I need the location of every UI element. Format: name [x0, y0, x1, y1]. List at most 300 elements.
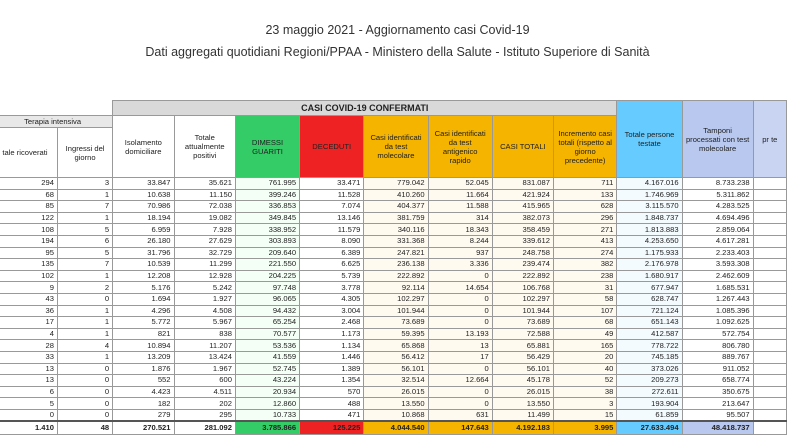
table-cell: 5.176: [113, 282, 174, 294]
table-cell: 2.176.978: [617, 259, 682, 271]
table-cell: 1.876: [113, 363, 174, 375]
table-cell: 1.813.883: [617, 224, 682, 236]
table-cell: 102.297: [492, 293, 553, 305]
table-cell: 272.611: [617, 386, 682, 398]
table-cell: 9: [0, 282, 57, 294]
table-cell: [753, 363, 786, 375]
table-cell: 5.739: [300, 270, 364, 282]
table-cell: 1: [57, 305, 112, 317]
table-cell: 73.689: [492, 317, 553, 329]
table-cell: 0: [428, 305, 492, 317]
table-cell: 271: [553, 224, 616, 236]
table-cell: 296: [553, 212, 616, 224]
table-cell: 5.242: [174, 282, 235, 294]
table-cell: 0: [428, 270, 492, 282]
table-cell: 248.758: [492, 247, 553, 259]
covid-table: [0, 100, 787, 435]
table-cell: 5: [0, 398, 57, 410]
table-row: [0, 189, 787, 201]
table-cell: 7: [57, 259, 112, 271]
table-row: [0, 224, 787, 236]
table-cell: 56.412: [364, 351, 428, 363]
table-cell: 11.207: [174, 340, 235, 352]
table-cell: 1.680.917: [617, 270, 682, 282]
col-header-antigenico: Casi identificati da test antigenico rapido: [428, 116, 492, 178]
table-cell: [753, 189, 786, 201]
table-cell: 33.847: [113, 178, 174, 190]
table-cell: 3.004: [300, 305, 364, 317]
table-row: [0, 259, 787, 271]
table-cell: 18.343: [428, 224, 492, 236]
table-cell: 95.507: [682, 409, 753, 421]
table-cell: 338.952: [235, 224, 299, 236]
table-cell: 7: [57, 201, 112, 213]
ti-header: Terapia intensiva: [0, 116, 113, 128]
table-cell: 4.423: [113, 386, 174, 398]
table-cell: 247.821: [364, 247, 428, 259]
table-cell: 4.253.650: [617, 235, 682, 247]
table-cell: 658.774: [682, 375, 753, 387]
table-cell: 4.296: [113, 305, 174, 317]
table-row: [0, 363, 787, 375]
table-cell: 85: [0, 201, 57, 213]
table-cell: [753, 351, 786, 363]
table-cell: 102.297: [364, 293, 428, 305]
table-cell: 13.146: [300, 212, 364, 224]
table-cell: 13: [428, 340, 492, 352]
table-cell: 17: [428, 351, 492, 363]
table-cell: 421.924: [492, 189, 553, 201]
table-cell: 3: [553, 398, 616, 410]
table-row: [0, 270, 787, 282]
table-cell: 14.654: [428, 282, 492, 294]
table-row: [0, 178, 787, 190]
table-cell: 238: [553, 270, 616, 282]
table-cell: 761.995: [235, 178, 299, 190]
table-cell: 6: [0, 386, 57, 398]
total-cell: 4.044.540: [364, 421, 428, 435]
table-cell: 572.754: [682, 328, 753, 340]
table-cell: 11.588: [428, 201, 492, 213]
table-cell: 838: [174, 328, 235, 340]
col-header-molecolare: Casi identificati da test molecolare: [364, 116, 428, 178]
table-cell: 294: [0, 178, 57, 190]
table-cell: 1: [57, 317, 112, 329]
table-cell: 202: [174, 398, 235, 410]
table-cell: 778.722: [617, 340, 682, 352]
table-cell: 1.685.531: [682, 282, 753, 294]
total-cell: 281.092: [174, 421, 235, 435]
table-row: [0, 201, 787, 213]
table-cell: 106.768: [492, 282, 553, 294]
table-cell: 6: [57, 235, 112, 247]
table-cell: 13.209: [113, 351, 174, 363]
table-cell: 1.848.737: [617, 212, 682, 224]
table-cell: 33: [0, 351, 57, 363]
table-cell: 721.124: [617, 305, 682, 317]
table-cell: 122: [0, 212, 57, 224]
table-cell: [753, 386, 786, 398]
table-cell: 68: [0, 189, 57, 201]
table-cell: 8.090: [300, 235, 364, 247]
table-cell: 358.459: [492, 224, 553, 236]
table-cell: 889.767: [682, 351, 753, 363]
table-cell: 3.336: [428, 259, 492, 271]
table-cell: 779.042: [364, 178, 428, 190]
table-cell: 1.389: [300, 363, 364, 375]
table-cell: 2.233.403: [682, 247, 753, 259]
table-cell: 45.178: [492, 375, 553, 387]
table-cell: 339.612: [492, 235, 553, 247]
table-cell: 20.934: [235, 386, 299, 398]
table-cell: 350.675: [682, 386, 753, 398]
table-cell: 415.965: [492, 201, 553, 213]
table-cell: 10.539: [113, 259, 174, 271]
table-cell: 11.528: [300, 189, 364, 201]
total-cell: 125.225: [300, 421, 364, 435]
table-cell: 1.746.969: [617, 189, 682, 201]
table-cell: 1.267.443: [682, 293, 753, 305]
table-row: [0, 317, 787, 329]
table-cell: [753, 340, 786, 352]
table-cell: 8.244: [428, 235, 492, 247]
table-cell: 2.462.609: [682, 270, 753, 282]
table-cell: 628.747: [617, 293, 682, 305]
table-cell: 92.114: [364, 282, 428, 294]
table-cell: [753, 259, 786, 271]
table-cell: 11.579: [300, 224, 364, 236]
table-cell: 0: [428, 317, 492, 329]
total-cell: 3.995: [553, 421, 616, 435]
table-cell: [753, 247, 786, 259]
table-cell: 107: [553, 305, 616, 317]
table-row: [0, 375, 787, 387]
table-cell: 222.892: [492, 270, 553, 282]
table-cell: 303.893: [235, 235, 299, 247]
table-cell: 26.180: [113, 235, 174, 247]
table-cell: 1.694: [113, 293, 174, 305]
table-cell: [753, 317, 786, 329]
table-cell: 12.664: [428, 375, 492, 387]
table-cell: 209.273: [617, 375, 682, 387]
table-cell: 349.845: [235, 212, 299, 224]
table-cell: 4.283.525: [682, 201, 753, 213]
table-cell: 488: [300, 398, 364, 410]
total-cell: 4.192.183: [492, 421, 553, 435]
table-cell: 274: [553, 247, 616, 259]
table-cell: 0: [57, 293, 112, 305]
table-cell: 2.468: [300, 317, 364, 329]
table-cell: 26.015: [364, 386, 428, 398]
table-cell: 97.748: [235, 282, 299, 294]
table-cell: [753, 270, 786, 282]
table-cell: 101.944: [364, 305, 428, 317]
table-cell: 10.638: [113, 189, 174, 201]
table-cell: 56.429: [492, 351, 553, 363]
table-cell: [753, 224, 786, 236]
table-row: [0, 386, 787, 398]
table-cell: 13: [0, 375, 57, 387]
table-cell: 27.629: [174, 235, 235, 247]
table-cell: 0: [428, 398, 492, 410]
table-cell: 31.796: [113, 247, 174, 259]
table-cell: 58: [553, 293, 616, 305]
total-cell: 48: [57, 421, 112, 435]
table-cell: 236.138: [364, 259, 428, 271]
table-row: [0, 340, 787, 352]
table-cell: 95: [0, 247, 57, 259]
table-row: [0, 235, 787, 247]
table-cell: 821: [113, 328, 174, 340]
table-cell: 20: [553, 351, 616, 363]
table-cell: 194: [0, 235, 57, 247]
table-cell: 43: [0, 293, 57, 305]
table-cell: 2: [57, 282, 112, 294]
table-cell: [753, 305, 786, 317]
table-cell: 38: [553, 386, 616, 398]
table-cell: 26.015: [492, 386, 553, 398]
table-cell: 279: [113, 409, 174, 421]
table-cell: 102: [0, 270, 57, 282]
table-cell: 13.424: [174, 351, 235, 363]
table-cell: 239.474: [492, 259, 553, 271]
table-cell: [753, 282, 786, 294]
table-row: [0, 212, 787, 224]
table-cell: 12.208: [113, 270, 174, 282]
table-cell: 43.224: [235, 375, 299, 387]
table-cell: 1.175.933: [617, 247, 682, 259]
table-cell: 41.559: [235, 351, 299, 363]
table-cell: 399.246: [235, 189, 299, 201]
table-cell: 5: [57, 247, 112, 259]
table-cell: 1.927: [174, 293, 235, 305]
table-cell: 94.432: [235, 305, 299, 317]
col-header-ricoverati: tale ricoverati: [0, 128, 57, 178]
table-cell: 5.311.862: [682, 189, 753, 201]
table-cell: 36: [0, 305, 57, 317]
table-cell: 1: [57, 212, 112, 224]
table-cell: 193.904: [617, 398, 682, 410]
table-cell: 222.892: [364, 270, 428, 282]
table-cell: [753, 201, 786, 213]
col-header-ingressi: Ingressi del giorno: [57, 128, 112, 178]
page-subtitle: Dati aggregati quotidiani Regioni/PPAA - Ministero della Salute - Istituto Superiore di Sanità: [145, 45, 650, 59]
table-cell: 10.733: [235, 409, 299, 421]
table-cell: 413: [553, 235, 616, 247]
table-cell: 209.640: [235, 247, 299, 259]
table-cell: 6.625: [300, 259, 364, 271]
table-cell: 3.115.570: [617, 201, 682, 213]
totals-row: [0, 421, 787, 435]
table-cell: 96.065: [235, 293, 299, 305]
table-cell: 10.868: [364, 409, 428, 421]
table-cell: 70.986: [113, 201, 174, 213]
table-cell: 13.193: [428, 328, 492, 340]
table-cell: 1.173: [300, 328, 364, 340]
table-cell: 18.194: [113, 212, 174, 224]
table-row: [0, 328, 787, 340]
table-cell: 15: [553, 409, 616, 421]
total-cell: 270.521: [113, 421, 174, 435]
total-cell: 1.410: [0, 421, 57, 435]
table-cell: 5.967: [174, 317, 235, 329]
table-cell: 4.617.281: [682, 235, 753, 247]
table-cell: 745.185: [617, 351, 682, 363]
table-cell: 373.026: [617, 363, 682, 375]
col-header-pr: pr te: [753, 101, 786, 178]
table-cell: 404.377: [364, 201, 428, 213]
table-cell: 628: [553, 201, 616, 213]
table-cell: 382: [553, 259, 616, 271]
table-row: [0, 247, 787, 259]
table-cell: 31: [553, 282, 616, 294]
table-cell: 0: [57, 409, 112, 421]
table-cell: 56.101: [364, 363, 428, 375]
table-cell: 52.745: [235, 363, 299, 375]
table-cell: 52.045: [428, 178, 492, 190]
table-cell: 32.514: [364, 375, 428, 387]
table-cell: 4.508: [174, 305, 235, 317]
table-cell: 4: [57, 340, 112, 352]
table-row: [0, 409, 787, 421]
table-row: [0, 282, 787, 294]
total-cell: 27.633.494: [617, 421, 682, 435]
table-cell: 0: [428, 293, 492, 305]
table-cell: 0: [57, 363, 112, 375]
table-cell: [753, 398, 786, 410]
table-row: [0, 305, 787, 317]
table-cell: 65.254: [235, 317, 299, 329]
col-header-tamponi: Tamponi processati con test molecolare: [682, 101, 753, 178]
table-cell: 59.395: [364, 328, 428, 340]
table-cell: 0: [57, 398, 112, 410]
table-cell: 295: [174, 409, 235, 421]
col-header-casi-totali: CASI TOTALI: [492, 116, 553, 178]
table-cell: 19.082: [174, 212, 235, 224]
col-header-isolamento: Isolamento domiciliare: [113, 116, 174, 178]
table-cell: 1: [57, 351, 112, 363]
table-cell: 6.959: [113, 224, 174, 236]
table-cell: 1: [57, 270, 112, 282]
table-cell: 70.577: [235, 328, 299, 340]
table-cell: 61.859: [617, 409, 682, 421]
table-cell: 651.143: [617, 317, 682, 329]
table-cell: 4.694.496: [682, 212, 753, 224]
table-cell: 711: [553, 178, 616, 190]
table-cell: 13.550: [492, 398, 553, 410]
table-cell: 6.389: [300, 247, 364, 259]
table-cell: 937: [428, 247, 492, 259]
table-cell: 13: [0, 363, 57, 375]
table-cell: 11.499: [492, 409, 553, 421]
table-cell: 182: [113, 398, 174, 410]
table-cell: 133: [553, 189, 616, 201]
table-cell: 73.689: [364, 317, 428, 329]
table-cell: 4.305: [300, 293, 364, 305]
table-cell: 11.664: [428, 189, 492, 201]
table-cell: 631: [428, 409, 492, 421]
table-cell: 806.780: [682, 340, 753, 352]
table-cell: 1.085.396: [682, 305, 753, 317]
table-cell: 221.550: [235, 259, 299, 271]
table-cell: 1: [57, 189, 112, 201]
table-cell: 8.733.238: [682, 178, 753, 190]
table-cell: 56.101: [492, 363, 553, 375]
table-cell: 3.593.308: [682, 259, 753, 271]
table-cell: 382.073: [492, 212, 553, 224]
table-cell: 1.092.625: [682, 317, 753, 329]
table-cell: 35.621: [174, 178, 235, 190]
table-cell: 49: [553, 328, 616, 340]
table-cell: 600: [174, 375, 235, 387]
table-cell: 552: [113, 375, 174, 387]
table-cell: 17: [0, 317, 57, 329]
table-cell: 0: [428, 386, 492, 398]
col-header-testate: Totale persone testate: [617, 101, 682, 178]
table-cell: 213.647: [682, 398, 753, 410]
table-row: [0, 398, 787, 410]
table-cell: 65.881: [492, 340, 553, 352]
table-cell: 32.729: [174, 247, 235, 259]
table-cell: 52: [553, 375, 616, 387]
table-cell: [753, 328, 786, 340]
table-row: [0, 351, 787, 363]
table-cell: [753, 178, 786, 190]
table-cell: 11.150: [174, 189, 235, 201]
table-body: [0, 178, 787, 435]
table-cell: 471: [300, 409, 364, 421]
table-cell: 0: [57, 386, 112, 398]
table-cell: 165: [553, 340, 616, 352]
table-cell: 204.225: [235, 270, 299, 282]
col-header-deceduti: DECEDUTI: [300, 116, 364, 178]
table-cell: 412.587: [617, 328, 682, 340]
table-row: [0, 293, 787, 305]
table-cell: [753, 235, 786, 247]
table-cell: 1.354: [300, 375, 364, 387]
col-header-totale-positivi: Totale attualmente positivi: [174, 116, 235, 178]
table-cell: 11.299: [174, 259, 235, 271]
table-cell: 7.074: [300, 201, 364, 213]
table-cell: [753, 409, 786, 421]
table-cell: 7.928: [174, 224, 235, 236]
table-cell: 4: [0, 328, 57, 340]
table-cell: 10.894: [113, 340, 174, 352]
table-cell: 3: [57, 178, 112, 190]
page-title: 23 maggio 2021 - Aggiornamento casi Covid-19: [265, 23, 530, 37]
table-cell: 53.536: [235, 340, 299, 352]
total-cell: 3.785.866: [235, 421, 299, 435]
table-cell: 108: [0, 224, 57, 236]
col-header-dimessi: DIMESSI GUARITI: [235, 116, 299, 178]
table-cell: 331.368: [364, 235, 428, 247]
table-cell: 13.550: [364, 398, 428, 410]
table-cell: 677.947: [617, 282, 682, 294]
table-cell: 33.471: [300, 178, 364, 190]
total-cell: 147.643: [428, 421, 492, 435]
col-header-incremento: Incremento casi totali (rispetto al giorno precedente): [553, 116, 616, 178]
table-cell: 340.116: [364, 224, 428, 236]
table-cell: 381.759: [364, 212, 428, 224]
table-cell: 410.260: [364, 189, 428, 201]
table-cell: 4.511: [174, 386, 235, 398]
table-cell: 314: [428, 212, 492, 224]
table-cell: [753, 375, 786, 387]
table-cell: 1.134: [300, 340, 364, 352]
table-cell: 135: [0, 259, 57, 271]
group-header: CASI COVID-19 CONFERMATI: [113, 101, 617, 116]
table-cell: 0: [0, 409, 57, 421]
